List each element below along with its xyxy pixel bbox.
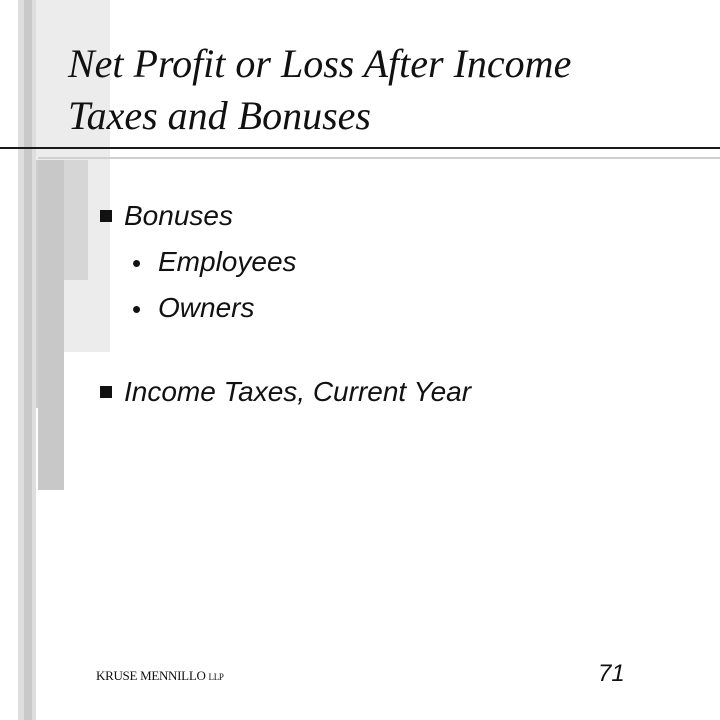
- sub-bullet-employees: Employees: [158, 246, 297, 277]
- bullet-bonuses: Bonuses: [124, 200, 233, 231]
- bullet-square-icon: [100, 210, 112, 222]
- title-divider-shadow: [38, 157, 720, 159]
- slide-title-line-1: Net Profit or Loss After Income: [68, 41, 572, 86]
- bullet-square-icon: [100, 386, 112, 398]
- footer-firm-name: [96, 668, 224, 684]
- title-divider: [0, 147, 720, 149]
- footer-firm: KRUSE MENNILLO: [96, 668, 206, 683]
- decor-bar-edge: [24, 0, 32, 720]
- sub-bullet-owners: Owners: [158, 292, 255, 323]
- slide-title-line-2: Taxes and Bonuses: [68, 93, 371, 138]
- bullet-income-taxes: Income Taxes, Current Year: [124, 376, 472, 407]
- sub-bullet-dot-icon: •: [132, 248, 142, 278]
- sub-bullet-dot-icon: •: [132, 294, 142, 324]
- decor-bar-long: [38, 160, 64, 490]
- page-number: 71: [598, 660, 625, 687]
- footer-firm-suffix: LLP: [208, 672, 224, 682]
